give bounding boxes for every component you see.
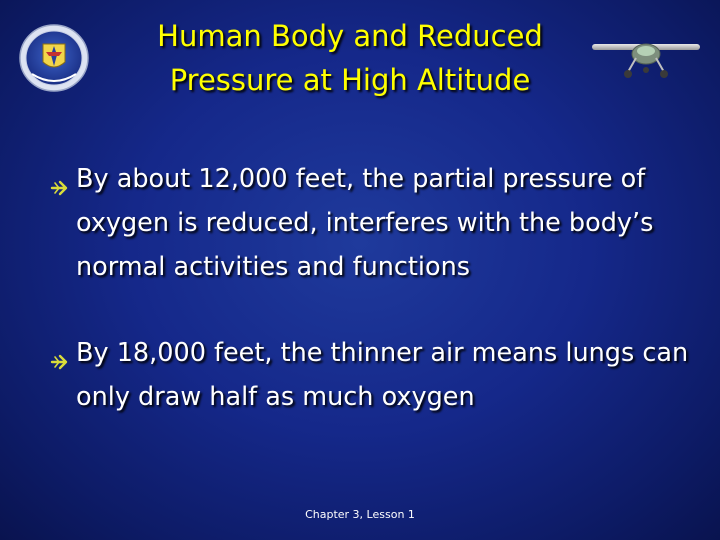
airplane-icon — [590, 36, 702, 82]
title-line-1: Human Body and Reduced — [157, 19, 543, 53]
bullet-arrow-icon — [50, 342, 70, 362]
title-line-2: Pressure at High Altitude — [169, 63, 531, 97]
bullet-text: By about 12,000 feet, the partial pressure of oxygen is reduced, interferes with the body’s normal activities and functions — [76, 164, 654, 282]
bullet-arrow-icon — [50, 168, 70, 188]
slide-title — [120, 14, 580, 102]
air-force-jrotc-emblem-icon — [18, 22, 90, 94]
bullet-item — [50, 157, 700, 289]
bullet-item — [50, 331, 700, 419]
bullet-text: By 18,000 feet, the thinner air means lungs can only draw half as much oxygen — [76, 338, 689, 412]
slide-footer: Chapter 3, Lesson 1 — [305, 508, 415, 521]
